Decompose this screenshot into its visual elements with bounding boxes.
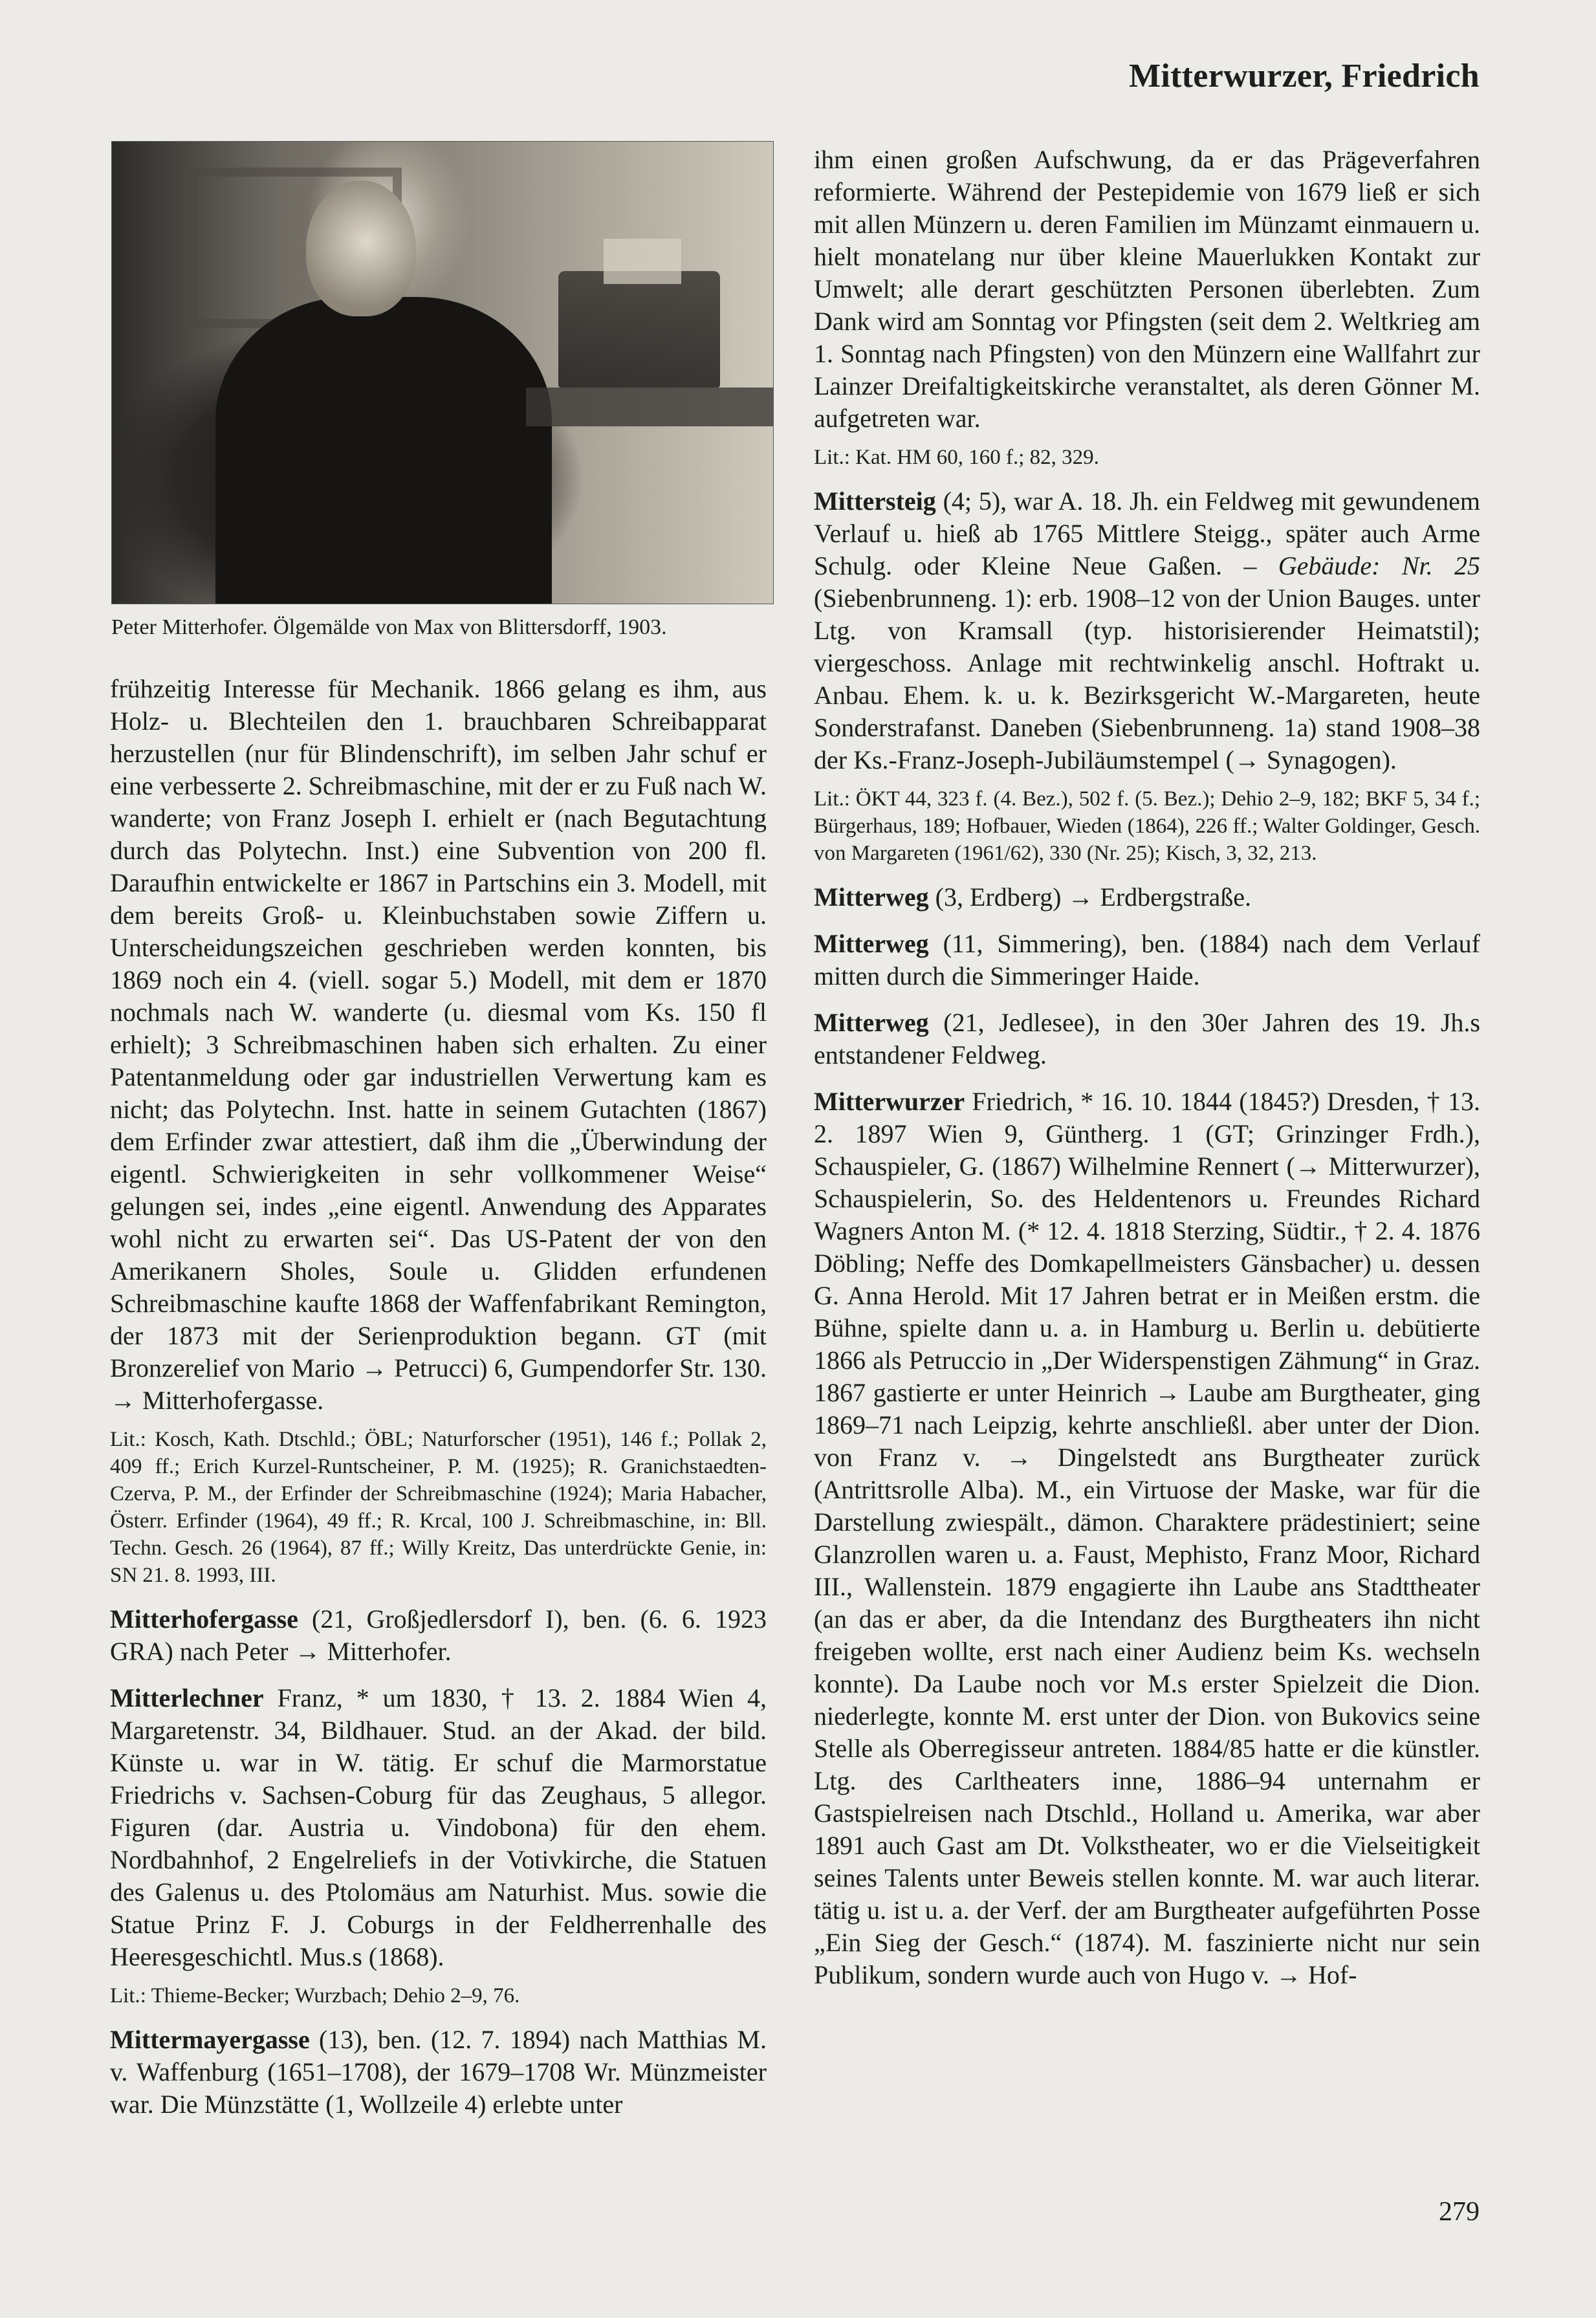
entry-mitterhofergasse xyxy=(110,1603,767,1668)
lemma-mitterweg-2: Mitterweg xyxy=(814,929,929,958)
entry-mittermayergasse-continuation: ihm einen großen Aufschwung, da er das Prägeverfahren reformierte. Während der Pestepidemie von 1679 ließ er sich mit allen Münzern u. deren Familien im Münzamt einmauern u. hielt monatelang nur über kleine Mauerlukken Kontakt zur Umwelt; alle derart geschützten Personen überlebten. Zum Dank wird am Sonntag vor Pfingsten (seit dem 2. Weltkrieg am 1. Sonntag nach Pfingsten) von den Münzern eine Wallfahrt zur Lainzer Dreifaltigkeitskirche veranstaltet, als deren Gönner M. aufgetreten war. xyxy=(814,145,1480,433)
right-column xyxy=(814,144,1480,1991)
entry-mittermayergasse-text: (13), ben. (12. 7. 1894) nach Matthias M. v. Waffenburg (1651–1708), der 1679–1708 Wr. Münzmeister war. Die Münzstätte (1, Wollzeile 4) erlebte unter xyxy=(110,2025,767,2119)
lemma-mittersteig: Mittersteig xyxy=(814,487,936,516)
typewriter-paper xyxy=(604,239,681,284)
portrait-table xyxy=(526,388,773,426)
entry-mitterwurzer xyxy=(814,1086,1480,1991)
entry-mittermayergasse xyxy=(110,2024,767,2121)
entry-mitterweg-3-text: (21, Jedlesee), in den 30er Jahren des 19. Jh.s entstandener Feldweg. xyxy=(814,1008,1480,1069)
page-number: 279 xyxy=(1439,2197,1480,2227)
lemma-mitterweg-1: Mitterweg xyxy=(814,882,929,912)
lemma-mitterweg-3: Mitterweg xyxy=(814,1008,929,1037)
portrait-head xyxy=(306,180,416,316)
left-column xyxy=(110,673,767,2121)
lemma-mitterwurzer: Mitterwurzer xyxy=(814,1087,965,1116)
lemma-mittermayergasse: Mittermayergasse xyxy=(110,2025,310,2054)
entry-mitterweg-simmering xyxy=(814,928,1480,992)
entry-mitterhofergasse-text: (21, Großjedlersdorf I), ben. (6. 6. 1923 GRA) nach Peter → Mitterhofer. xyxy=(110,1604,767,1666)
lemma-mitterlechner: Mitterlechner xyxy=(110,1683,264,1712)
typewriter-image xyxy=(558,271,720,388)
entry-mittersteig-text-b: (Siebenbrunneng. 1): erb. 1908–12 von der Union Bauges. unter Ltg. von Kramsall (typ. historisierender Heimatstil); viergeschoss. Anlage mit rechtwinkelig anschl. Hoftrakt u. Anbau. Ehem. k. u. k. Bezirksgericht W.-Margareten, heute Sonderstrafanst. Daneben (Siebenbrunneng. 1a) stand 1908–38 der Ks.-Franz-Joseph-Jubiläumstempel (→ Synagogen). xyxy=(814,584,1480,774)
entry-mitterweg-jedlesee xyxy=(814,1007,1480,1071)
entry-mitterlechner xyxy=(110,1682,767,1973)
entry-mitterlechner-text: Franz, * um 1830, † 13. 2. 1884 Wien 4, Margaretenstr. 34, Bildhauer. Stud. an der Akad. der bild. Künste u. war in W. tätig. Er schuf die Marmorstatue Friedrichs v. Sachsen-Coburg für das Zeughaus, 5 allegor. Figuren (dar. Austria u. Vindobona) für den ehem. Nordbahnhof, 2 Engelreliefs in der Votivkirche, die Statuen des Galenus u. des Ptolomäus am Naturhist. Mus. sowie die Statue Prinz F. J. Coburgs in der Feldherrenhalle des Heeresgeschichtl. Mus.s (1868). xyxy=(110,1683,767,1971)
entry-mitterweg-erdberg xyxy=(814,881,1480,913)
entry-mitterlechner-literature: Lit.: Thieme-Becker; Wurzbach; Dehio 2–9, 76. xyxy=(110,1984,520,2007)
portrait-figure xyxy=(215,297,552,604)
portrait-painting xyxy=(111,141,774,604)
entry-mitterwurzer-text: Friedrich, * 16. 10. 1844 (1845?) Dresden, † 13. 2. 1897 Wien 9, Güntherg. 1 (GT; Grinzinger Frdh.), Schauspieler, G. (1867) Wilhelmine Rennert (→ Mitterwurzer), Schauspielerin, So. des Heldentenors u. Freundes Richard Wagners Anton M. (* 12. 4. 1818 Sterzing, Südtir., † 2. 4. 1876 Döbling; Neffe des Domkapellmeisters Gänsbacher) u. dessen G. Anna Herold. Mit 17 Jahren betrat er in Meißen erstm. die Bühne, spielte dann u. a. in Hamburg u. Berlin u. debütierte 1866 als Petruccio in „Der Widerspenstigen Zähmung“ in Graz. 1867 gastierte er unter Heinrich → Laube am Burgtheater, ging 1869–71 nach Leipzig, kehrte anschließl. aber unter der Dion. von Franz v. → Dingelstedt ans Burgtheater zurück (Antrittsrolle Alba). M., ein Virtuose der Maske, war für die Darstellung zwiespält., dämon. Charaktere prädestiniert; seine Glanzrollen waren u. a. Faust, Mephisto, Franz Moor, Richard III., Wallenstein. 1879 engagierte ihn Laube ans Stadttheater (an das er aber, da die Intendanz des Burgtheaters ihn nicht freigeben wollte, erst nach einer Audienz beim Ks. wechseln konnte). Da Laube noch vor M.s erster Spielzeit die Dion. niederlegte, konnte M. erst unter der Dion. von Bukovics seine Stelle als Oberregisseur antreten. 1884/85 hatte er die künstler. Ltg. des Carltheaters inne, 1886–94 unternahm er Gastspielreisen nach Dtschld., Holland u. Amerika, war aber 1891 auch Gast am Dt. Volkstheater, wo er die Vielseitigkeit seines Talents unter Beweis stellen konnte. M. war auch literar. tätig u. ist u. a. der Verf. der am Burgtheater aufgeführten Posse „Ein Sieg der Gesch.“ (1874). M. faszinierte nicht nur sein Publikum, sondern wurde auch von Hugo v. → Hof- xyxy=(814,1087,1480,1989)
entry-mittermayergasse-literature: Lit.: Kat. HM 60, 160 f.; 82, 329. xyxy=(814,446,1099,469)
entry-mittersteig-text-a: (4; 5), war A. 18. Jh. ein Feldweg mit gewundenem Verlauf u. hieß ab 1765 Mittlere Steigg., später auch Arme Schulg. oder Kleine Neue Gaßen. – xyxy=(814,487,1480,580)
entry-mitterhofer-continuation: frühzeitig Interesse für Mechanik. 1866 gelang es ihm, aus Holz- u. Blechteilen den 1. brauchbaren Schreibapparat herzustellen (nur für Blindenschrift), im selben Jahr schuf er eine verbesserte 2. Schreibmaschine, mit der er zu Fuß nach W. wanderte; von Franz Joseph I. erhielt er (nach Begutachtung durch das Polytechn. Inst.) eine Subvention von 200 fl. Daraufhin entwickelte er 1867 in Partschins ein 3. Modell, mit dem bereits Groß- u. Kleinbuchstaben sowie Ziffern u. Unterscheidungszeichen geschrieben werden konnten, bis 1869 noch ein 4. (viell. sogar 5.) Modell, mit dem er 1870 nochmals nach W. wanderte (u. diesmal vom Ks. 150 fl erhielt); 3 Schreibmaschinen haben sich erhalten. Zu einer Patentanmeldung oder gar industriellen Verwertung kam es nicht; das Polytechn. Inst. hatte in seinem Gutachten (1867) dem Erfinder zwar attestiert, daß ihm die „Überwindung der eigentl. Schwierigkeiten in sehr vollkommener Weise“ gelungen sei, indes „eine eigentl. Anwendung des Apparates wohl nicht zu erwarten sei“. Das US-Patent der von den Amerikanern Sholes, Soule u. Glidden erfundenen Schreibmaschine kaufte 1868 der Waffenfabrikant Remington, der 1873 mit der Serienproduktion begann. GT (mit Bronzerelief von Mario → Petrucci) 6, Gumpendorfer Str. 130. → Mitterhofergasse. xyxy=(110,674,767,1415)
entry-mittersteig-literature: Lit.: ÖKT 44, 323 f. (4. Bez.), 502 f. (5. Bez.); Dehio 2–9, 182; BKF 5, 34 f.; Bürgerhaus, 189; Hofbauer, Wieden (1864), 226 ff.; Walter Goldinger, Gesch. von Margareten (1961/62), 330 (Nr. 25); Kisch, 3, 32, 213. xyxy=(814,787,1480,865)
running-head: Mitterwurzer, Friedrich xyxy=(1128,58,1480,94)
entry-mitterhofer-literature: Lit.: Kosch, Kath. Dtschld.; ÖBL; Naturforscher (1951), 146 f.; Pollak 2, 409 ff.; Erich Kurzel-Runtscheiner, P. M. (1925); R. Granichstaedten-Czerva, P. M., der Erfinder der Schreibmaschine (1924); Maria Habacher, Österr. Erfinder (1964), 49 ff.; R. Krcal, 100 J. Schreibmaschine, in: Bll. Techn. Gesch. 26 (1964), 87 ff.; Willy Kreitz, Das unterdrückte Genie, in: SN 21. 8. 1993, III. xyxy=(110,1428,767,1587)
entry-mittersteig xyxy=(814,485,1480,776)
entry-mittersteig-italic: Gebäude: Nr. 25 xyxy=(1278,551,1480,580)
entry-mitterweg-2-text: (11, Simmering), ben. (1884) nach dem Verlauf mitten durch die Simmeringer Haide. xyxy=(814,929,1480,990)
entry-mitterweg-1-text: (3, Erdberg) → Erdbergstraße. xyxy=(928,882,1252,912)
figure-caption: Peter Mitterhofer. Ölgemälde von Max von Blittersdorff, 1903. xyxy=(111,615,667,639)
lemma-mitterhofergasse: Mitterhofergasse xyxy=(110,1604,298,1634)
